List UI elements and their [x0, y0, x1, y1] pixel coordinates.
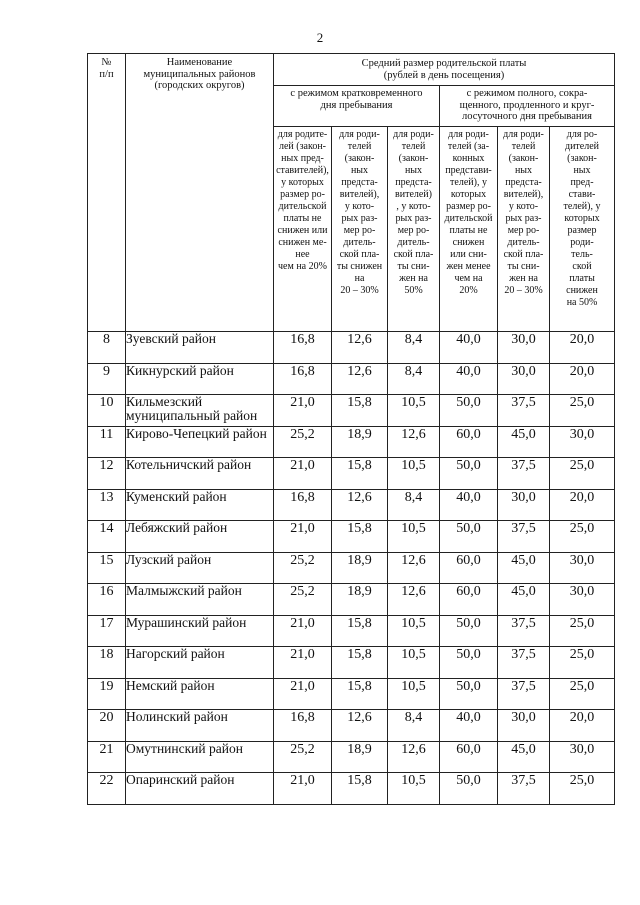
fee-value: 37,5 — [498, 458, 550, 490]
table-row — [88, 773, 615, 805]
fee-value: 50,0 — [440, 647, 498, 679]
fee-value: 20,0 — [550, 332, 615, 364]
row-number: 20 — [88, 710, 126, 742]
fee-value: 16,8 — [274, 710, 332, 742]
table-row — [88, 678, 615, 710]
fee-value: 50,0 — [440, 615, 498, 647]
fee-value: 40,0 — [440, 710, 498, 742]
header-district-name: Наименование муниципальных районов (городских округов) — [126, 54, 274, 332]
fee-value: 37,5 — [498, 647, 550, 679]
district-name: Омутнинский район — [126, 741, 274, 773]
header-sub-col-4: для роди- телей (за- конных представи- телей), у которых размер ро- дительской платы не снижен или сни- жен менее чем на 20% — [440, 127, 498, 332]
fee-value: 8,4 — [388, 710, 440, 742]
fee-value: 50,0 — [440, 773, 498, 805]
fee-value: 21,0 — [274, 647, 332, 679]
fee-value: 25,0 — [550, 647, 615, 679]
fee-value: 50,0 — [440, 521, 498, 553]
fee-value: 8,4 — [388, 332, 440, 364]
fee-value: 12,6 — [332, 363, 388, 395]
district-name: Кикнурский район — [126, 363, 274, 395]
row-number: 12 — [88, 458, 126, 490]
fee-value: 10,5 — [388, 395, 440, 427]
district-name: Малмыжский район — [126, 584, 274, 616]
row-number: 15 — [88, 552, 126, 584]
table-row — [88, 426, 615, 458]
fee-value: 25,0 — [550, 678, 615, 710]
header-sub-col-5: для роди- телей (закон- ных предста- вителей), у кото- рых раз- мер ро- дитель- ской пла- ты сни- жен на 20 – 30% — [498, 127, 550, 332]
row-number: 9 — [88, 363, 126, 395]
fee-value: 15,8 — [332, 615, 388, 647]
fee-value: 12,6 — [388, 584, 440, 616]
fee-value: 21,0 — [274, 458, 332, 490]
district-name: Лебяжский район — [126, 521, 274, 553]
row-number: 14 — [88, 521, 126, 553]
fee-value: 10,5 — [388, 678, 440, 710]
district-name: Кирово-Чепецкий район — [126, 426, 274, 458]
fee-value: 45,0 — [498, 426, 550, 458]
fee-value: 30,0 — [498, 489, 550, 521]
fee-value: 37,5 — [498, 395, 550, 427]
row-number: 17 — [88, 615, 126, 647]
fee-value: 15,8 — [332, 395, 388, 427]
fee-value: 15,8 — [332, 458, 388, 490]
fee-value: 25,0 — [550, 458, 615, 490]
table-row — [88, 395, 615, 427]
fee-value: 37,5 — [498, 678, 550, 710]
row-number: 16 — [88, 584, 126, 616]
fee-value: 40,0 — [440, 363, 498, 395]
header-group-full-stay: с режимом полного, сокра- щенного, продленного и круг- лосуточного дня пребывания — [440, 86, 615, 127]
fee-value: 16,8 — [274, 363, 332, 395]
fee-value: 18,9 — [332, 584, 388, 616]
fee-value: 60,0 — [440, 584, 498, 616]
table-row — [88, 363, 615, 395]
row-number: 10 — [88, 395, 126, 427]
fee-value: 30,0 — [550, 584, 615, 616]
table-row — [88, 521, 615, 553]
district-name: Лузский район — [126, 552, 274, 584]
fee-value: 21,0 — [274, 395, 332, 427]
fee-value: 16,8 — [274, 332, 332, 364]
fee-value: 10,5 — [388, 521, 440, 553]
header-sub-col-6: для ро- дителей (закон- ных пред- стави- телей), у которых размер роди- тель- ской платы снижен на 50% — [550, 127, 615, 332]
fee-value: 10,5 — [388, 647, 440, 679]
row-number: 19 — [88, 678, 126, 710]
fee-value: 16,8 — [274, 489, 332, 521]
fee-value: 45,0 — [498, 584, 550, 616]
fee-value: 37,5 — [498, 521, 550, 553]
district-name: Опаринский район — [126, 773, 274, 805]
district-name: Мурашинский район — [126, 615, 274, 647]
table-row — [88, 584, 615, 616]
district-name: Немский район — [126, 678, 274, 710]
fee-value: 25,2 — [274, 426, 332, 458]
fee-value: 37,5 — [498, 615, 550, 647]
fee-value: 18,9 — [332, 426, 388, 458]
table-row — [88, 647, 615, 679]
fee-value: 18,9 — [332, 741, 388, 773]
page-number: 2 — [316, 30, 324, 45]
fee-value: 60,0 — [440, 552, 498, 584]
fee-value: 25,0 — [550, 615, 615, 647]
row-number: 21 — [88, 741, 126, 773]
fee-value: 8,4 — [388, 489, 440, 521]
fee-value: 50,0 — [440, 678, 498, 710]
fee-value: 15,8 — [332, 521, 388, 553]
header-number: № п/п — [88, 54, 126, 332]
fee-value: 40,0 — [440, 489, 498, 521]
fee-value: 30,0 — [498, 710, 550, 742]
fee-value: 50,0 — [440, 458, 498, 490]
row-number: 18 — [88, 647, 126, 679]
fee-value: 8,4 — [388, 363, 440, 395]
fee-value: 20,0 — [550, 363, 615, 395]
district-name: Куменский район — [126, 489, 274, 521]
fee-value: 20,0 — [550, 489, 615, 521]
fee-value: 21,0 — [274, 678, 332, 710]
row-number: 11 — [88, 426, 126, 458]
fee-table — [87, 53, 615, 805]
fee-value: 21,0 — [274, 521, 332, 553]
fee-value: 60,0 — [440, 426, 498, 458]
fee-value: 12,6 — [388, 426, 440, 458]
fee-value: 25,0 — [550, 521, 615, 553]
fee-value: 30,0 — [550, 426, 615, 458]
district-name: Котельничский район — [126, 458, 274, 490]
district-name: Кильмезский муниципальный район — [126, 395, 274, 427]
table-row — [88, 489, 615, 521]
district-name: Нагорский район — [126, 647, 274, 679]
fee-value: 10,5 — [388, 458, 440, 490]
row-number: 13 — [88, 489, 126, 521]
header-sub-col-1: для родите- лей (закон- ных пред- ставителей), у которых размер ро- дительской платы не снижен или снижен ме- нее чем на 20% — [274, 127, 332, 332]
fee-value: 18,9 — [332, 552, 388, 584]
fee-value: 21,0 — [274, 773, 332, 805]
fee-value: 45,0 — [498, 741, 550, 773]
district-name: Нолинский район — [126, 710, 274, 742]
table-row — [88, 710, 615, 742]
fee-value: 50,0 — [440, 395, 498, 427]
fee-value: 25,0 — [550, 395, 615, 427]
table-row — [88, 332, 615, 364]
fee-value: 12,6 — [388, 741, 440, 773]
district-name: Зуевский район — [126, 332, 274, 364]
fee-value: 15,8 — [332, 647, 388, 679]
row-number: 8 — [88, 332, 126, 364]
header-group-short-stay: с режимом кратковременного дня пребывания — [274, 86, 440, 127]
fee-value: 15,8 — [332, 773, 388, 805]
fee-value: 37,5 — [498, 773, 550, 805]
fee-value: 45,0 — [498, 552, 550, 584]
fee-value: 30,0 — [498, 363, 550, 395]
fee-value: 10,5 — [388, 615, 440, 647]
fee-value: 25,2 — [274, 584, 332, 616]
fee-value: 30,0 — [550, 552, 615, 584]
fee-value: 12,6 — [332, 489, 388, 521]
fee-value: 30,0 — [498, 332, 550, 364]
fee-value: 12,6 — [388, 552, 440, 584]
fee-value: 10,5 — [388, 773, 440, 805]
fee-value: 12,6 — [332, 710, 388, 742]
fee-value: 21,0 — [274, 615, 332, 647]
fee-value: 12,6 — [332, 332, 388, 364]
fee-value: 40,0 — [440, 332, 498, 364]
fee-value: 60,0 — [440, 741, 498, 773]
table-row — [88, 741, 615, 773]
fee-value: 25,2 — [274, 741, 332, 773]
fee-value: 15,8 — [332, 678, 388, 710]
table-row — [88, 552, 615, 584]
row-number: 22 — [88, 773, 126, 805]
fee-value: 20,0 — [550, 710, 615, 742]
table-row — [88, 615, 615, 647]
header-average-fee: Средний размер родительской платы (рублей в день посещения) — [274, 54, 615, 86]
fee-value: 25,2 — [274, 552, 332, 584]
fee-value: 25,0 — [550, 773, 615, 805]
header-sub-col-2: для роди- телей (закон- ных предста- вителей), у кото- рых раз- мер ро- дитель- ской пла- ты снижен на 20 – 30% — [332, 127, 388, 332]
fee-value: 30,0 — [550, 741, 615, 773]
table-row — [88, 458, 615, 490]
header-sub-col-3: для роди- телей (закон- ных предста- вителей) , у кото- рых раз- мер ро- дитель- ской пла- ты сни- жен на 50% — [388, 127, 440, 332]
